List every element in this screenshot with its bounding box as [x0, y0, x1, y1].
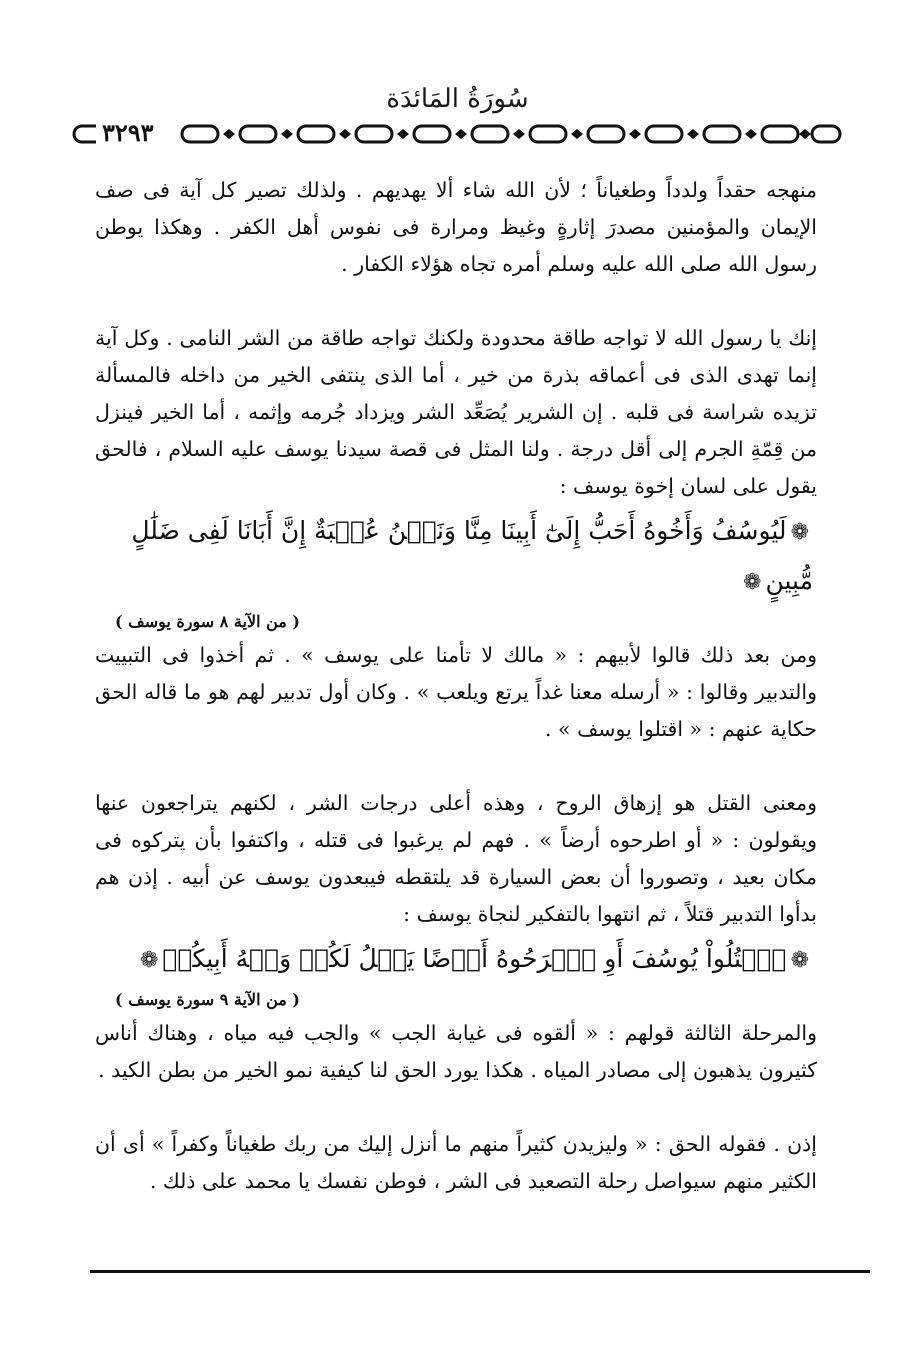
verse-reference: ( من الآية ٨ سورة يوسف )	[115, 612, 300, 631]
verse-bracket-icon: ❁	[790, 520, 809, 545]
quran-verse	[95, 507, 817, 607]
verse-bracket-icon: ❁	[743, 570, 762, 595]
paragraph: إذن . فقوله الحق : « وليزيدن كثيراً منهم ما أنزل إليك من ربك طغياناً وكفراً » أى أن الكثير منهم سيواصل رحلة التصعيد فى الشر ، فوطن نفسك يا محمد على ذلك .	[95, 1132, 817, 1193]
ornamental-border	[72, 118, 844, 150]
paragraph-gap	[95, 748, 817, 785]
surah-title: سُورَةُ المَائدَة	[386, 84, 529, 114]
verse-reference: ( من الآية ٩ سورة يوسف )	[115, 990, 300, 1009]
verse-text: ٱقۡتُلُواْ يُوسُفَ أَوِ ٱطۡرَحُوهُ أَرۡضًا يَخۡلُ لَكُمۡ وَجۡهُ أَبِيكُمۡ	[162, 944, 787, 973]
paragraph: ومعنى القتل هو إزهاق الروح ، وهذه أعلى درجات الشر ، لكنهم يتراجعون عنها ويقولون : « أو اطرحوه أرضاً » . فهم لم يرغبوا فى قتله ، واكتفوا بأن يتركوه فى مكان بعيد ، وتصوروا أن بعض السيارة قد يلتقطه فيبعدون يوسف عن أبيه . إذن هم بدأوا التدبير قتلاً ، ثم انتهوا بالتفكير لنجاة يوسف :	[95, 791, 817, 926]
paragraph: والمرحلة الثالثة قولهم : « ألقوه فى غيابة الجب » والجب فيه مياه ، وهناك أناس كثيرون يذهبون إلى مصادر المياه . هكذا يورد الحق لنا كيفية نمو الخير من بطن الكيد .	[95, 1021, 817, 1082]
verse-text: لَيُوسُفُ وَأَخُوهُ أَحَبُّ إِلَىٰٓ أَبِينَا مِنَّا وَنَحۡنُ عُصۡبَةٌ إِنَّ أَبَانَا لَفِى ضَلَٰلٍ مُّبِينٍ	[131, 516, 813, 595]
footer-rule	[90, 1270, 870, 1273]
page-body	[95, 172, 817, 1200]
paragraph: ومن بعد ذلك قالوا لأبيهم : « مالك لا تأمنا على يوسف » . ثم أخذوا فى التبييت والتدبير وقالوا : « أرسله معنا غداً يرتع ويلعب » . وكان أول تدبير لهم هو ما قاله الحق حكاية عنهم : « اقتلوا يوسف » .	[95, 643, 817, 741]
page-number: ٣٢٩٣	[96, 118, 160, 148]
paragraph-gap	[95, 283, 817, 320]
verse-bracket-icon: ❁	[140, 948, 159, 973]
paragraph: منهجه حقداً ولدداً وطغياناً ؛ لأن الله شاء ألا يهديهم . ولذلك تصير كل آية فى صف الإيمان والمؤمنين مصدرَ إثارةٍ وغيظ ومرارة فى نفوس أهل الكفر . وهكذا يوطن رسول الله صلى الله عليه وسلم أمره تجاه هؤلاء الكفار .	[95, 178, 817, 276]
quran-verse	[95, 935, 817, 985]
paragraph: إنك يا رسول الله لا تواجه طاقة محدودة ولكنك تواجه طاقة من الشر النامى . وكل آية إنما تهدى الذى فى أعماقه بذرة من خير ، أما الذى ينتفى الخير من داخله فالمسألة تزيده شراسة فى قلبه . إن الشرير يُصَعِّد الشر ويزداد جُرمه وإثمه ، أما الخير فينزل من قِمّةِ الجرم إلى أقل درجة . ولنا المثل فى قصة سيدنا يوسف عليه السلام ، فالحق يقول على لسان إخوة يوسف :	[95, 326, 817, 498]
paragraph-gap	[95, 1089, 817, 1126]
verse-bracket-icon: ❁	[790, 948, 809, 973]
